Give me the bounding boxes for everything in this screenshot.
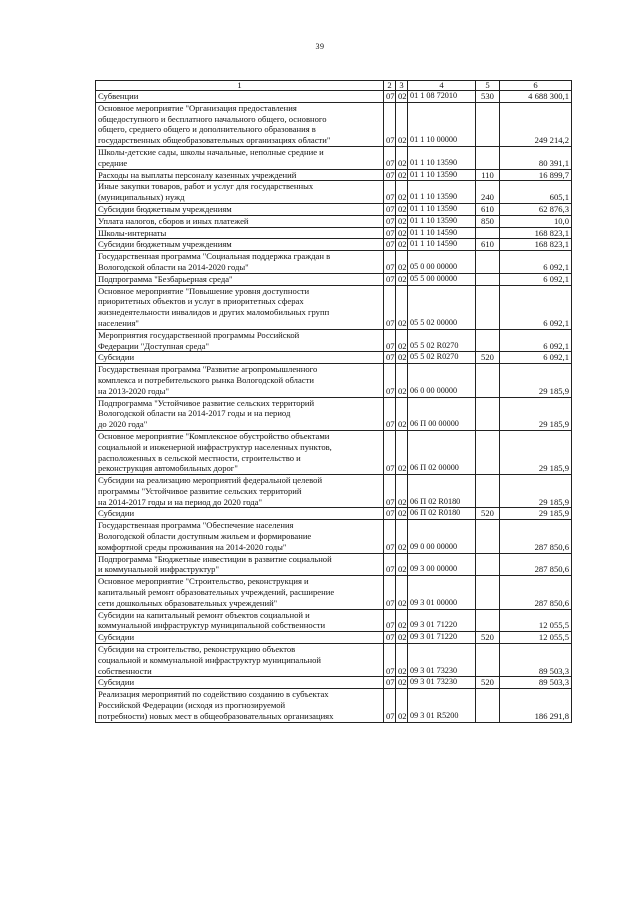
table-row xyxy=(96,239,572,251)
table-row xyxy=(96,632,572,644)
row-section: 07 xyxy=(384,576,396,609)
row-expense-type xyxy=(476,227,500,239)
row-name: Подпрограмма "Устойчивое развитие сельских территорий Вологодской области на 2014-2017 годы и на период до 2020 года" xyxy=(96,397,384,430)
header-name: 1 xyxy=(96,81,384,91)
row-expense-type: 850 xyxy=(476,215,500,227)
table-row xyxy=(96,251,572,274)
row-target-article: 01 1 10 14590 xyxy=(408,239,476,251)
table-row xyxy=(96,430,572,474)
row-subsection: 02 xyxy=(396,689,408,722)
row-section: 07 xyxy=(384,285,396,329)
row-amount: 29 185,9 xyxy=(500,397,572,430)
row-subsection: 02 xyxy=(396,553,408,576)
header-section: 2 xyxy=(384,81,396,91)
row-expense-type xyxy=(476,285,500,329)
row-amount: 287 850,6 xyxy=(500,520,572,553)
row-subsection: 02 xyxy=(396,285,408,329)
row-amount: 6 092,1 xyxy=(500,273,572,285)
row-amount: 4 688 300,1 xyxy=(500,91,572,103)
row-subsection: 02 xyxy=(396,227,408,239)
row-amount: 6 092,1 xyxy=(500,251,572,274)
page-number: 39 xyxy=(315,42,325,51)
row-name: Субвенции xyxy=(96,91,384,103)
row-amount: 605,1 xyxy=(500,181,572,204)
row-name: Государственная программа "Социальная поддержка граждан в Вологодской области на 2014-2020 годы" xyxy=(96,251,384,274)
row-section: 07 xyxy=(384,644,396,677)
table-row xyxy=(96,91,572,103)
row-subsection: 02 xyxy=(396,520,408,553)
row-amount: 29 185,9 xyxy=(500,475,572,508)
row-expense-type xyxy=(476,146,500,169)
row-expense-type xyxy=(476,475,500,508)
row-section: 07 xyxy=(384,397,396,430)
row-target-article: 05 5 00 00000 xyxy=(408,273,476,285)
table-row xyxy=(96,169,572,181)
table-row xyxy=(96,203,572,215)
table-row xyxy=(96,181,572,204)
row-subsection: 02 xyxy=(396,632,408,644)
header-subsection: 3 xyxy=(396,81,408,91)
row-name: Субсидии на реализацию мероприятий федеральной целевой программы "Устойчивое развитие сельских территорий на 2014-2017 годы и на период до 2020 года" xyxy=(96,475,384,508)
row-target-article: 05 5 02 R0270 xyxy=(408,352,476,364)
row-section: 07 xyxy=(384,273,396,285)
row-name: Основное мероприятие "Комплексное обустройство объектами социальной и инженерной инфраструктур населенных пунктов, расположенных в сельской местности, строительство и реконструкция автомобильных дорог" xyxy=(96,430,384,474)
row-expense-type xyxy=(476,397,500,430)
row-target-article: 09 3 00 00000 xyxy=(408,553,476,576)
row-subsection: 02 xyxy=(396,397,408,430)
row-subsection: 02 xyxy=(396,169,408,181)
row-name: Субсидии на строительство, реконструкцию объектов социальной и коммунальной инфраструктур муниципальной собственности xyxy=(96,644,384,677)
row-name: Основное мероприятие "Повышение уровня доступности приоритетных объектов и услуг в приоритетных сферах жизнедеятельности инвалидов и других маломобильных групп населения" xyxy=(96,285,384,329)
budget-allocation-table xyxy=(95,80,572,723)
row-subsection: 02 xyxy=(396,146,408,169)
header-expense-type: 5 xyxy=(476,81,500,91)
row-subsection: 02 xyxy=(396,273,408,285)
row-name: Основное мероприятие "Строительство, реконструкция и капитальный ремонт образовательных учреждений, расширение сети дошкольных образовательных учреждений" xyxy=(96,576,384,609)
row-name: Школы-детские сады, школы начальные, неполные средние и средние xyxy=(96,146,384,169)
row-target-article: 01 1 10 13590 xyxy=(408,146,476,169)
row-target-article: 06 П 02 R0180 xyxy=(408,508,476,520)
row-section: 07 xyxy=(384,329,396,352)
row-name: Уплата налогов, сборов и иных платежей xyxy=(96,215,384,227)
row-expense-type: 520 xyxy=(476,352,500,364)
table-row xyxy=(96,285,572,329)
table-row xyxy=(96,227,572,239)
row-name: Основное мероприятие "Организация предоставления общедоступного и бесплатного начального общего, основного общего, среднего общего и дополнительного образования в государственных общеобразовательных организациях области" xyxy=(96,102,384,146)
row-expense-type: 610 xyxy=(476,239,500,251)
row-section: 07 xyxy=(384,169,396,181)
row-expense-type xyxy=(476,689,500,722)
row-expense-type xyxy=(476,102,500,146)
row-subsection: 02 xyxy=(396,239,408,251)
row-target-article: 01 1 10 13590 xyxy=(408,215,476,227)
row-amount: 12 055,5 xyxy=(500,632,572,644)
row-amount: 10,0 xyxy=(500,215,572,227)
row-expense-type xyxy=(476,609,500,632)
row-section: 07 xyxy=(384,632,396,644)
row-expense-type: 530 xyxy=(476,91,500,103)
row-target-article: 05 5 02 R0270 xyxy=(408,329,476,352)
row-subsection: 02 xyxy=(396,203,408,215)
table-row xyxy=(96,397,572,430)
row-expense-type xyxy=(476,329,500,352)
row-name: Субсидии бюджетным учреждениям xyxy=(96,239,384,251)
row-name: Субсидии xyxy=(96,352,384,364)
row-target-article: 05 0 00 00000 xyxy=(408,251,476,274)
row-target-article: 06 П 02 R0180 xyxy=(408,475,476,508)
row-section: 07 xyxy=(384,553,396,576)
row-section: 07 xyxy=(384,364,396,397)
row-target-article: 09 3 01 71220 xyxy=(408,632,476,644)
row-name: Расходы на выплаты персоналу казенных учреждений xyxy=(96,169,384,181)
row-target-article: 06 П 02 00000 xyxy=(408,430,476,474)
row-subsection: 02 xyxy=(396,251,408,274)
row-subsection: 02 xyxy=(396,215,408,227)
row-amount: 62 876,3 xyxy=(500,203,572,215)
row-target-article: 06 0 00 00000 xyxy=(408,364,476,397)
row-subsection: 02 xyxy=(396,576,408,609)
row-name: Школы-интернаты xyxy=(96,227,384,239)
table-row xyxy=(96,146,572,169)
row-name: Субсидии на капитальный ремонт объектов социальной и коммунальной инфраструктур муниципальной собственности xyxy=(96,609,384,632)
row-subsection: 02 xyxy=(396,430,408,474)
row-subsection: 02 xyxy=(396,102,408,146)
row-expense-type: 520 xyxy=(476,677,500,689)
table-row xyxy=(96,576,572,609)
row-name: Субсидии xyxy=(96,632,384,644)
row-section: 07 xyxy=(384,475,396,508)
row-target-article: 01 1 10 00000 xyxy=(408,102,476,146)
row-subsection: 02 xyxy=(396,475,408,508)
row-section: 07 xyxy=(384,689,396,722)
row-name: Реализация мероприятий по содействию созданию в субъектах Российской Федерации (исходя из прогнозируемой потребности) новых мест в общеобразовательных организациях xyxy=(96,689,384,722)
row-name: Субсидии xyxy=(96,677,384,689)
row-target-article: 06 П 00 00000 xyxy=(408,397,476,430)
row-name: Мероприятия государственной программы Российской Федерации "Доступная среда" xyxy=(96,329,384,352)
table-header-row xyxy=(96,81,572,91)
row-name: Подпрограмма "Бюджетные инвестиции в развитие социальной и коммунальной инфраструктур" xyxy=(96,553,384,576)
row-target-article: 09 3 01 00000 xyxy=(408,576,476,609)
row-section: 07 xyxy=(384,520,396,553)
row-expense-type xyxy=(476,644,500,677)
table-row xyxy=(96,475,572,508)
row-expense-type: 520 xyxy=(476,508,500,520)
row-expense-type xyxy=(476,576,500,609)
row-section: 07 xyxy=(384,677,396,689)
row-section: 07 xyxy=(384,609,396,632)
row-section: 07 xyxy=(384,508,396,520)
header-amount: 6 xyxy=(500,81,572,91)
row-target-article: 01 1 10 14590 xyxy=(408,227,476,239)
row-name: Субсидии бюджетным учреждениям xyxy=(96,203,384,215)
row-target-article: 05 5 02 00000 xyxy=(408,285,476,329)
row-name: Государственная программа "Обеспечение населения Вологодской области доступным жильем и формирование комфортной среды проживания на 2014-2020 годы" xyxy=(96,520,384,553)
row-amount: 6 092,1 xyxy=(500,352,572,364)
row-section: 07 xyxy=(384,181,396,204)
row-subsection: 02 xyxy=(396,644,408,677)
row-expense-type: 110 xyxy=(476,169,500,181)
table-row xyxy=(96,508,572,520)
row-target-article: 01 1 10 13590 xyxy=(408,203,476,215)
row-section: 07 xyxy=(384,215,396,227)
table-row xyxy=(96,553,572,576)
row-expense-type xyxy=(476,364,500,397)
row-expense-type xyxy=(476,273,500,285)
row-target-article: 01 1 10 13590 xyxy=(408,169,476,181)
row-section: 07 xyxy=(384,430,396,474)
row-expense-type xyxy=(476,430,500,474)
row-section: 07 xyxy=(384,102,396,146)
row-amount: 6 092,1 xyxy=(500,285,572,329)
row-amount: 89 503,3 xyxy=(500,677,572,689)
table-row xyxy=(96,689,572,722)
row-amount: 29 185,9 xyxy=(500,430,572,474)
row-amount: 186 291,8 xyxy=(500,689,572,722)
table-row xyxy=(96,520,572,553)
row-expense-type: 240 xyxy=(476,181,500,204)
row-target-article: 09 0 00 00000 xyxy=(408,520,476,553)
row-expense-type: 520 xyxy=(476,632,500,644)
row-amount: 168 823,1 xyxy=(500,239,572,251)
row-expense-type: 610 xyxy=(476,203,500,215)
table-row xyxy=(96,609,572,632)
row-name: Государственная программа "Развитие агропромышленного комплекса и потребительского рынка Вологодской области на 2013-2020 годы" xyxy=(96,364,384,397)
row-subsection: 02 xyxy=(396,329,408,352)
header-target-article: 4 xyxy=(408,81,476,91)
row-section: 07 xyxy=(384,91,396,103)
row-subsection: 02 xyxy=(396,181,408,204)
row-subsection: 02 xyxy=(396,364,408,397)
table-row xyxy=(96,273,572,285)
row-section: 07 xyxy=(384,203,396,215)
row-name: Иные закупки товаров, работ и услуг для государственных (муниципальных) нужд xyxy=(96,181,384,204)
row-amount: 249 214,2 xyxy=(500,102,572,146)
table-row xyxy=(96,215,572,227)
row-target-article: 01 1 10 13590 xyxy=(408,181,476,204)
row-subsection: 02 xyxy=(396,352,408,364)
row-amount: 89 503,3 xyxy=(500,644,572,677)
row-section: 07 xyxy=(384,251,396,274)
row-amount: 168 823,1 xyxy=(500,227,572,239)
table-row xyxy=(96,677,572,689)
row-target-article: 09 3 01 73230 xyxy=(408,677,476,689)
row-amount: 287 850,6 xyxy=(500,576,572,609)
row-amount: 6 092,1 xyxy=(500,329,572,352)
table-row xyxy=(96,644,572,677)
row-name: Субсидии xyxy=(96,508,384,520)
row-amount: 80 391,1 xyxy=(500,146,572,169)
row-amount: 29 185,9 xyxy=(500,508,572,520)
row-section: 07 xyxy=(384,227,396,239)
row-target-article: 09 3 01 71220 xyxy=(408,609,476,632)
row-subsection: 02 xyxy=(396,91,408,103)
row-expense-type xyxy=(476,251,500,274)
row-target-article: 01 1 08 72010 xyxy=(408,91,476,103)
row-amount: 287 850,6 xyxy=(500,553,572,576)
table-row xyxy=(96,102,572,146)
row-section: 07 xyxy=(384,352,396,364)
row-amount: 12 055,5 xyxy=(500,609,572,632)
row-amount: 16 899,7 xyxy=(500,169,572,181)
row-expense-type xyxy=(476,520,500,553)
row-target-article: 09 3 01 73230 xyxy=(408,644,476,677)
row-name: Подпрограмма "Безбарьерная среда" xyxy=(96,273,384,285)
table-row xyxy=(96,329,572,352)
table-row xyxy=(96,352,572,364)
row-subsection: 02 xyxy=(396,508,408,520)
row-target-article: 09 3 01 R5200 xyxy=(408,689,476,722)
row-section: 07 xyxy=(384,146,396,169)
table-row xyxy=(96,364,572,397)
row-amount: 29 185,9 xyxy=(500,364,572,397)
row-expense-type xyxy=(476,553,500,576)
row-subsection: 02 xyxy=(396,609,408,632)
row-subsection: 02 xyxy=(396,677,408,689)
row-section: 07 xyxy=(384,239,396,251)
